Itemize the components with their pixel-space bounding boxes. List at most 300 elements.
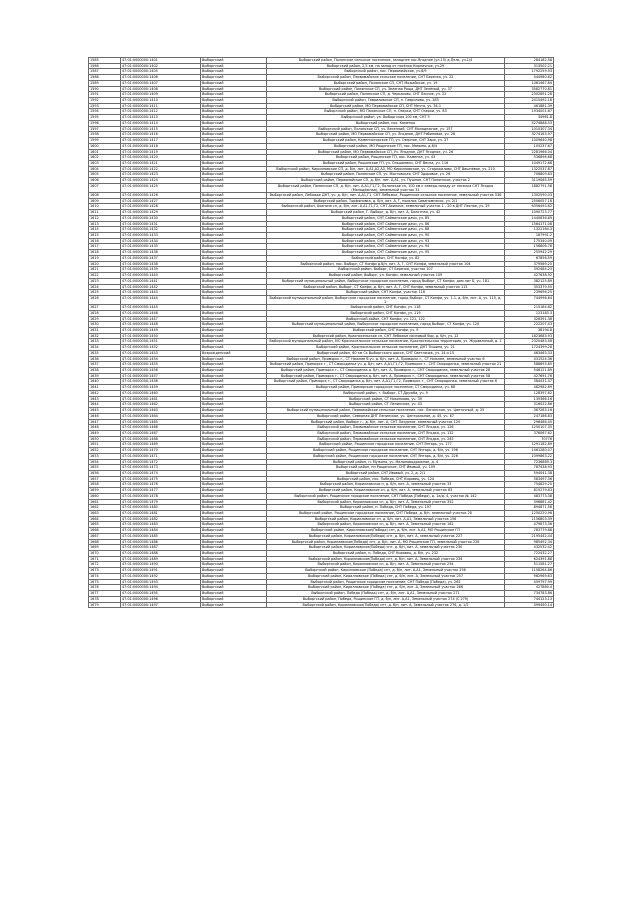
cadastral-number: 47:01:0000000:1419 [121,149,201,155]
cadastral-number: 47:01:0000000:1489 [121,556,201,562]
plot-address: Выборгский район, пос. Победа, СНТ Кировец, уч. 124 [267,476,505,482]
land-plot-table [88,57,554,608]
cadastral-number: 47:01:0000000:1463 [121,408,201,414]
plot-address: Выборгский район, Кирилловское СП, д. б/н, лит. А,А1,А2,А3, МО Кирилловское, уч. Старожилово, СНТ Вишнёвое, уч. 210 [267,166,505,172]
district-name: Выборгский [201,499,267,505]
cadastral-number: 47:01:0000000:1479 [121,499,201,505]
plot-address: Выборгский район, г. Выборг, СТ Дружба, уч. 9 [267,390,505,396]
cadastral-number: 47:01:0000000:1476 [121,482,201,488]
cadastral-value: 2195442.44 [505,533,554,539]
plot-address: Выборгский район, Г. Выборг, д. б/н, лит. А, Болотная, уч. 42 [267,210,505,216]
cadastral-value: 128397.82 [505,390,554,396]
cadastral-value: 815279.63 [505,488,554,494]
cadastral-value: 187991.2 [505,233,554,239]
cadastral-value: 123183.3 [505,310,554,316]
cadastral-value: 431524.36 [505,356,554,362]
district-name: Выборгский [201,596,267,602]
cadastral-value: 298486.45 [505,419,554,425]
row-number: 1632 [89,333,121,339]
district-name: Выборгский [201,132,267,138]
cadastral-value: 1009640.98 [505,138,554,144]
plot-address: Выборгский район, Кирилловское(Победа) снт, д. б/н, лит. А, земельный участок 227 [267,533,505,539]
plot-address: Выборгский муниципальный район, Выборгское городское поселение, город Выборг, СТ Конфи, дом лит Б, уч. 181 [267,278,505,284]
cadastral-number: 47:01:0000000:1433 [121,233,201,239]
cadastral-value: 985492.34 [505,539,554,545]
cadastral-number: 47:01:0000000:1474 [121,470,201,476]
plot-address: Выборгский район, Кирилловское п, д. б/н, лит. А, земельный участок 33 [267,482,505,488]
plot-address: Выборгский район, Рощинское ГП, уч. Ольшаники, СНТ Весна, уч. 116 [267,160,505,166]
row-number: 1590 [89,86,121,92]
district-name: Выборгский [201,528,267,534]
row-number: 1675 [89,579,121,585]
cadastral-value: 734783.86 [505,591,554,597]
row-number: 1635 [89,350,121,356]
row-number: 1628 [89,310,121,316]
cadastral-number: 47:01:0000000:1480 [121,505,201,511]
plot-address: Выборгский район, Полянское СП, уч. Мостовская, СНТ Здоровье, уч. 26 [267,172,505,178]
plot-address: Выборгский район, СНТ Сайменские дачи, уч. 86 [267,221,505,227]
cadastral-value: 367283.16 [505,408,554,414]
plot-address: Выборгский район, СНТ Конфи, уч. 9 [267,328,505,334]
plot-address: Выборгский район, СТ Ленинское, уч. 43 [267,402,505,408]
cadastral-number: 47:01:0000000:1439 [121,267,201,273]
row-number: 1639 [89,373,121,379]
cadastral-number: 47:01:0000000:1402 [121,63,201,69]
table-row [89,602,554,608]
district-name: Выборгский [201,476,267,482]
plot-address: Выборгский район, Рощинское городское поселение, СНТ Янтарь, уч. 177 [267,442,505,448]
district-name: Выборгский [201,290,267,296]
row-number: 1588 [89,75,121,81]
cadastral-value: 744123.13 [505,596,554,602]
plot-address: Выборгский район, Кирилловское (Победа) снт, д. б/н, лит. А, Земельный участок 257 [267,573,505,579]
cadastral-value: 105237.67 [505,143,554,149]
district-name: Выборгский [201,568,267,574]
plot-address: Выборгский район, Победа, Рощинское ГП, д. б/н, лит. А,А1, Земельный участок 274 (С 279) [267,596,505,602]
plot-address: Выборгский район, Рощинское городское поселение, СНТ Победа, д. б/н, земельный участок 20 [267,511,505,517]
row-number: 1670 [89,551,121,557]
plot-address: Выборгский район, Кирилловское сп, д. б/н, лит. А, Земельный участок 254 [267,562,505,568]
plot-address: Выборгский район, Первомайское сельское поселение, СНТ Ягодка, уч. 132 [267,430,505,436]
district-name: Выборгский [201,198,267,204]
cadastral-number: 47:01:0000000:1412 [121,109,201,115]
plot-address: Выборгский район, Полянское СП, СНТ Можайское, уч. 19 [267,80,505,86]
district-name: Выборгский [201,255,267,261]
district-name: Выборгский [201,591,267,597]
cadastral-value: 379569.25 [505,261,554,267]
district-name: Выборгский [201,533,267,539]
cadastral-number: 47:01:0000000:1494 [121,585,201,591]
plot-address: Выборгский район, СНТ Ивовый, уч. 2, д. 2/1 [267,470,505,476]
plot-address: Выборгский район, Рощинское городское поселение, СНТ Янтарь, д. б/н, уч. 196 [267,448,505,454]
cadastral-number: 47:01:0000000:1435 [121,244,201,250]
plot-address: Выборгский район, 2,5 км. на запад от посёлка Кирпичное, уч.29 [267,63,505,69]
cadastral-value: 384431.47 [505,379,554,385]
row-number: 1674 [89,573,121,579]
cadastral-number: 47:01:0000000:1406 [121,75,201,81]
district-name: Выборгский [201,126,267,132]
district-name: Выборгский [201,58,267,64]
cadastral-value: 382125.89 [505,278,554,284]
district-name: Выборгский [201,86,267,92]
cadastral-number: 47:01:0000000:1410 [121,98,201,104]
plot-address: Выборгский район, Рощинское городское поселение, СНТ Янтарь, д. б/н, уч. 226 [267,453,505,459]
cadastral-value: 396881.42 [505,499,554,505]
cadastral-value: 1090723.77 [505,210,554,216]
district-name: Выборгский [201,149,267,155]
plot-address: Выборгский район, СНТ Конфи, уч. 119 [267,310,505,316]
cadastral-value: 175340.09 [505,238,554,244]
row-number: 1629 [89,316,121,322]
district-name: Выборгский [201,562,267,568]
row-number: 1593 [89,103,121,109]
cadastral-number: 47:01:0000000:1484 [121,528,201,534]
plot-address: Выборгский район, СНТ Сайменские дачи, уч. 90 [267,233,505,239]
cadastral-value: 1934001.67 [505,109,554,115]
plot-address: Выборгский район, Приморск г., СТ Нижнее б.уч. д. б/н, лит. А, Приморск г., СТ Нижнее, земельный участок 6 [267,356,505,362]
cadastral-value: 1099863.22 [505,453,554,459]
row-number: 1651 [89,442,121,448]
cadastral-number: 47:01:0000000:1454 [121,356,201,362]
district-name: Выборгский [201,408,267,414]
cadastral-number: 47:01:0000000:1460 [121,390,201,396]
table-row [89,295,554,304]
row-number: 1648 [89,425,121,431]
district-name: Выборгский [201,602,267,608]
cadastral-number: 47:01:0000000:1422 [121,166,201,172]
row-number: 1678 [89,596,121,602]
row-number: 1657 [89,476,121,482]
plot-address: Выборгский район, МО Рощинское ГП, пос. Мамино, д.8/4 [267,143,505,149]
district-name: Выборгский [201,155,267,161]
district-name: Выборгский [201,305,267,311]
row-number: 1606 [89,178,121,184]
district-name: Выборгский [201,390,267,396]
cadastral-number: 47:01:0000000:1426 [121,193,201,199]
cadastral-number: 47:01:0000000:1487 [121,545,201,551]
row-number: 1679 [89,602,121,608]
cadastral-value: 459797.99 [505,579,554,585]
row-number: 1643 [89,396,121,402]
plot-address: Выборгский район, Кирилловское сп, д. б/н, лит. А, Земельный участок 352 [267,499,505,505]
cadastral-number: 47:01:0000000:1475 [121,476,201,482]
plot-address: Выборгский район, Полянское СП, уч. Зеленая Роща, ДНТ Зелёный, уч. 37 [267,86,505,92]
plot-address: Выборгский район, Кирилловское сп, д. б/н, лит. А, Земельный участок 162 [267,522,505,528]
district-name: Выборгский [201,98,267,104]
cadastral-number: 47:01:0000000:1441 [121,278,201,284]
row-number: 1613 [89,221,121,227]
table-body [89,58,554,608]
row-number: 1654 [89,459,121,465]
district-name: Выборгский [201,210,267,216]
district-name: Выборгский [201,373,267,379]
row-number: 1594 [89,109,121,115]
cadastral-number: 47:01:0000000:1457 [121,373,201,379]
district-name: Выборгский [201,505,267,511]
cadastral-number: 47:01:0000000:1430 [121,215,201,221]
district-name: Выборгский [201,385,267,391]
cadastral-value: 2302891.28 [505,92,554,98]
document-page [88,57,553,608]
district-name: Выборгский [201,436,267,442]
row-number: 1595 [89,115,121,121]
cadastral-number: 47:01:0000000:1431 [121,221,201,227]
district-name: Выборгский [201,493,267,499]
cadastral-number: 47:01:0000000:1418 [121,143,201,149]
district-name: Выборгский [201,573,267,579]
district-name: Выборгский [201,448,267,454]
district-name: Выборгский [201,333,267,339]
district-name: Выборгский [201,442,267,448]
plot-address: Выборгский район, МО Полянское СП, п. Озерки, СНТ Озерки, уч. 83 [267,109,505,115]
cadastral-number: 47:01:0000000:1452 [121,345,201,351]
row-number: 1625 [89,290,121,296]
row-number: 1655 [89,465,121,471]
cadastral-number: 47:01:0000000:1409 [121,92,201,98]
district-name: Выборгский [201,273,267,279]
plot-address: Выборгский район, Победа (Победа) снт, д. б/н, лит. А,А1, Земельный участок 271 [267,591,505,597]
row-number: 1672 [89,562,121,568]
cadastral-value: 1724399.28 [505,345,554,351]
cadastral-number: 47:01:0000000:1447 [121,316,201,322]
row-number: 1633 [89,339,121,345]
cadastral-number: 47:01:0000000:1492 [121,573,201,579]
cadastral-number: 47:01:0000000:1427 [121,198,201,204]
cadastral-number: 47:01:0000000:1450 [121,333,201,339]
cadastral-value: 67856.59 [505,255,554,261]
row-number: 1652 [89,448,121,454]
district-name: Выборгский [201,80,267,86]
plot-address: Выборгский район, МО Первомайское СП, Уч. Ягодное, ДНТ Ягодное, уч. 26 [267,149,505,155]
cadastral-value: 5274888.53 [505,120,554,126]
plot-address: Выборгский район, Кирилловское сп, д. б/н, лит. А, земельный участок 83 [267,488,505,494]
cadastral-number: 47:01:0000000:1438 [121,261,201,267]
district-name: Выборгский [201,244,267,250]
row-number: 1592 [89,98,121,104]
row-number: 1666 [89,528,121,534]
cadastral-number: 47:01:0000000:1423 [121,172,201,178]
cadastral-value: 7236889.3 [505,459,554,465]
plot-address: Выборгский район, п. Победа, СНТ Кировец, д. б/н, уч. 232 [267,551,505,557]
row-number: 1638 [89,368,121,374]
cadastral-number: 47:01:0000000:1486 [121,539,201,545]
row-number: 1650 [89,436,121,442]
cadastral-value: 1061467.84 [505,80,554,86]
cadastral-number: 47:01:0000000:1442 [121,284,201,290]
plot-address: Выборгский район, Кирилловское(Победа) снт, д. б/н, лит. А, Земельный участок 276, д. 1/2 [267,602,505,608]
cadastral-value: 783779.88 [505,528,554,534]
cadastral-number: 47:01:0000000:1470 [121,448,201,454]
row-number: 1589 [89,80,121,86]
row-number: 1605 [89,172,121,178]
district-name: Выборгский [201,316,267,322]
cadastral-number: 47:01:0000000:1444 [121,295,201,304]
cadastral-value: 588693.85 [505,362,554,368]
row-number: 1608 [89,193,121,199]
cadastral-value: 2415492.18 [505,98,554,104]
district-name: Выборгский [201,356,267,362]
district-name: Выборгский [201,430,267,436]
cadastral-number: 47:01:0000000:1440 [121,273,201,279]
plot-address: Выборгский район, СНТ Сайменские дачи, уч. 85 [267,215,505,221]
plot-address: Выборгский район, Приморск г., СТ Смородинка д. б/н, лит. А, Приморск г., СНТ Смородинка, земельный участок 28 [267,368,505,374]
district-name: Выборгский [201,379,267,385]
cadastral-number: 47:01:0000000:1445 [121,305,201,311]
row-number: 1658 [89,482,121,488]
district-name: Выборгский [201,368,267,374]
cadastral-value: 1010307.34 [505,126,554,132]
district-name: Выборгский [201,69,267,75]
plot-address: Выборгский район, ул. Выборгская 100 км, СНТ 5 [267,115,505,121]
cadastral-number: 47:01:0000000:1461 [121,396,201,402]
cadastral-value: 2320483.58 [505,339,554,345]
district-name: Выборгский [201,556,267,562]
cadastral-number: 47:01:0000000:1405 [121,69,201,75]
cadastral-number: 47:01:0000000:1415 [121,126,201,132]
district-name: Выборгский [201,413,267,419]
cadastral-number: 47:01:0000000:1416 [121,132,201,138]
plot-address: Выборгский район, Приморское городское поселение, СТ Смородинка, уч. 68 [267,385,505,391]
cadastral-number: 47:01:0000000:1407 [121,80,201,86]
district-name: Выборгский [201,75,267,81]
cadastral-value: 326391.38 [505,316,554,322]
row-number: 1662 [89,505,121,511]
cadastral-value: 139366.16 [505,396,554,402]
cadastral-number: 47:01:0000000:1485 [121,533,201,539]
cadastral-value: 1322537.87 [505,166,554,172]
cadastral-number: 47:01:0000000:1477 [121,488,201,494]
cadastral-number: 47:01:0000000:1481 [121,511,201,517]
cadastral-number: 47:01:0000000:1490 [121,562,201,568]
cadastral-value: 284182.58 [505,58,554,64]
cadastral-value: 722432.27 [505,551,554,557]
cadastral-number: 47:01:0000000:1482 [121,516,201,522]
plot-address: Выборгский район, СНТ Сайменские дачи, уч. 95 [267,250,505,256]
district-name: Выборгский [201,516,267,522]
row-number: 1612 [89,215,121,221]
row-number: 1637 [89,362,121,368]
row-number: 1660 [89,493,121,499]
row-number: 1653 [89,453,121,459]
district-name: Выборгский [201,63,267,69]
district-name: Выборгский [201,295,267,304]
district-name: Выборгский [201,362,267,368]
cadastral-number: 47:01:0000000:1432 [121,227,201,233]
plot-address: Выборгский район, п. Победа, СНТ Победа, уч. 197 [267,505,505,511]
plot-address: Выборгский район, СНТ Сайменские дачи, уч. 88 [267,227,505,233]
plot-address: Выборгский район, Выборг г., д. б/н, лит. А, СНТ Лазурное, земельный участок 120 [267,419,505,425]
plot-address: Выборгский район, Гавриловское СП, п. Гаврилово, уч. 183 [267,98,505,104]
plot-address: Выборгский район, Ахиниче сп, д. б/н, лит. А,А1,Г1,Г2, СНТ Ахиниче, земельный участок 1 - 20 в ДНТ Лесное, уч. 29 [267,204,505,210]
cadastral-number: 47:01:0000000:1466 [121,425,201,431]
cadastral-value: 353379.55 [505,284,554,290]
plot-address: Выборгский муниципальный район, Выборгское городское поселение, город Выборг, СТ Конфи, уч. 120 [267,322,505,328]
row-number: 1611 [89,210,121,216]
district-name: Выборгский [201,103,267,109]
row-number: 1621 [89,267,121,273]
row-number: 1591 [89,92,121,98]
cadastral-number: 47:01:0000000:1434 [121,238,201,244]
cadastral-value: 432532.42 [505,545,554,551]
plot-address: Выборгский район, Приморск г., СТ Смородинка д. б/н, лит. А,А1,Г1,Г2, Приморск г., СНТ Смородинка, земельный участок 6 [267,379,505,385]
row-number: 1663 [89,511,121,517]
cadastral-number: 47:01:0000000:1420 [121,155,201,161]
cadastral-value: 1158264.86 [505,568,554,574]
plot-address: Выборгский район, Приморск г., СТ Смородинка уч. д. б/н, лит. А,А1,Г1,Г2, Приморск г., СНТ Смородинка, земельный участок 21 [267,362,505,368]
cadastral-value: 399490.14 [505,602,554,608]
row-number: 1669 [89,545,121,551]
cadastral-value: 744996.64 [505,295,554,304]
plot-address: Выборгский район, Кирилловское(Победа) снт, д. б/н, лит. А, МО Рощинское ГП, земельный участок 228 [267,539,505,545]
cadastral-value: 1564171.08 [505,221,554,227]
cadastral-number: 47:01:0000000:1465 [121,419,201,425]
cadastral-value: 156806.76 [505,244,554,250]
plot-address: Выборгский район, Первомайское СП, д. б/н, лит. А,А1, уч. Пушнoe, СНТ Полянское, участок 2 [267,178,505,184]
cadastral-number: 47:01:0000000:1436 [121,250,201,256]
row-number: 1676 [89,585,121,591]
plot-address: Выборгский район, МО Первомайское СП, уч. Ягодное, ДНТ Рябиновое, уч. 26 [267,132,505,138]
district-name: Выборгский [201,322,267,328]
district-name: Выборгский [201,109,267,115]
cadastral-number: 47:01:0000000:1449 [121,328,201,334]
cadastral-value: 3119065.59 [505,178,554,184]
plot-address: Выборгский район, СНТ Сайменские дачи, уч. 93 [267,238,505,244]
plot-address: Выборгский район, Торфяновка, д. б/н, лит. А, Г, поселок Сиваномпесок, уч. 2/1 [267,198,505,204]
cadastral-number: 47:01:0000000:1467 [121,430,201,436]
cadastral-number: 47:01:0000000:1462 [121,402,201,408]
cadastral-number: 47:01:0000000:1458 [121,379,201,385]
row-number: 1647 [89,419,121,425]
plot-address: Выборгский район, Полянское сельское поселение, западнее пос.Ягодное (ул.15) д.Пелк, уч.1/4 [267,58,505,64]
cadastral-value: 316022.86 [505,402,554,408]
district-name: Выборгский [201,227,267,233]
district-name: Выборгский [201,92,267,98]
row-number: 1646 [89,413,121,419]
district-name: Выборгский [201,585,267,591]
plot-address: Выборгский район, Выборг, СТ Конфи, д. б/н, лит. А, Г, СНТ Конфи, земельный участок 113 [267,284,505,290]
cadastral-value: 70776 [505,436,554,442]
cadastral-value: 708809.63 [505,172,554,178]
row-number: 1618 [89,250,121,256]
cadastral-value: 482982.69 [505,385,554,391]
cadastral-value: 461881.39 [505,103,554,109]
cadastral-number: 47:01:0000000:1471 [121,453,201,459]
row-number: 1614 [89,227,121,233]
cadastral-value: 479873.36 [505,522,554,528]
plot-address: Выборгский район, Северная ДНТ Ленинское, уч. Центральное, д. 45, уч. 67 [267,413,505,419]
cadastral-value: 1823683.93 [505,333,554,339]
plot-address: Выборгский район, Кирилловское (Победа) снт, д. б/н, лит. А, Земельный участок 266 [267,585,505,591]
cadastral-value: 1291182.89 [505,442,554,448]
plot-address: Выборгский район, Кирилловское(Победа) снт, д. б/н, лит. А, земельный участок 230 [267,545,505,551]
district-name: Выборгский [201,215,267,221]
cadastral-number: 47:01:0000000:1491 [121,568,201,574]
cadastral-number: 47:01:0000000:1417 [121,138,201,144]
district-name: Выборгский [201,115,267,121]
cadastral-number: 47:01:0000000:1446 [121,310,201,316]
cadastral-number: 47:01:0000000:1414 [121,120,201,126]
plot-address: Выборгский район, Полянское СП, уч. Весенний, СНТ Молодежное, уч. 157 [267,126,505,132]
cadastral-number: 47:01:0000000:1448 [121,322,201,328]
cadastral-value: 1461280.07 [505,448,554,454]
cadastral-value: 1440836.69 [505,215,554,221]
plot-address: Выборгский район, Первомайское сельское поселение, СНТ Березка, уч. 22 [267,75,505,81]
cadastral-value: 2506057.18 [505,198,554,204]
district-name: Выборгский [201,488,267,494]
cadastral-value: 1156803.39 [505,516,554,522]
cadastral-value: 239696.25 [505,290,554,296]
district-name: Выборгский [201,183,267,192]
